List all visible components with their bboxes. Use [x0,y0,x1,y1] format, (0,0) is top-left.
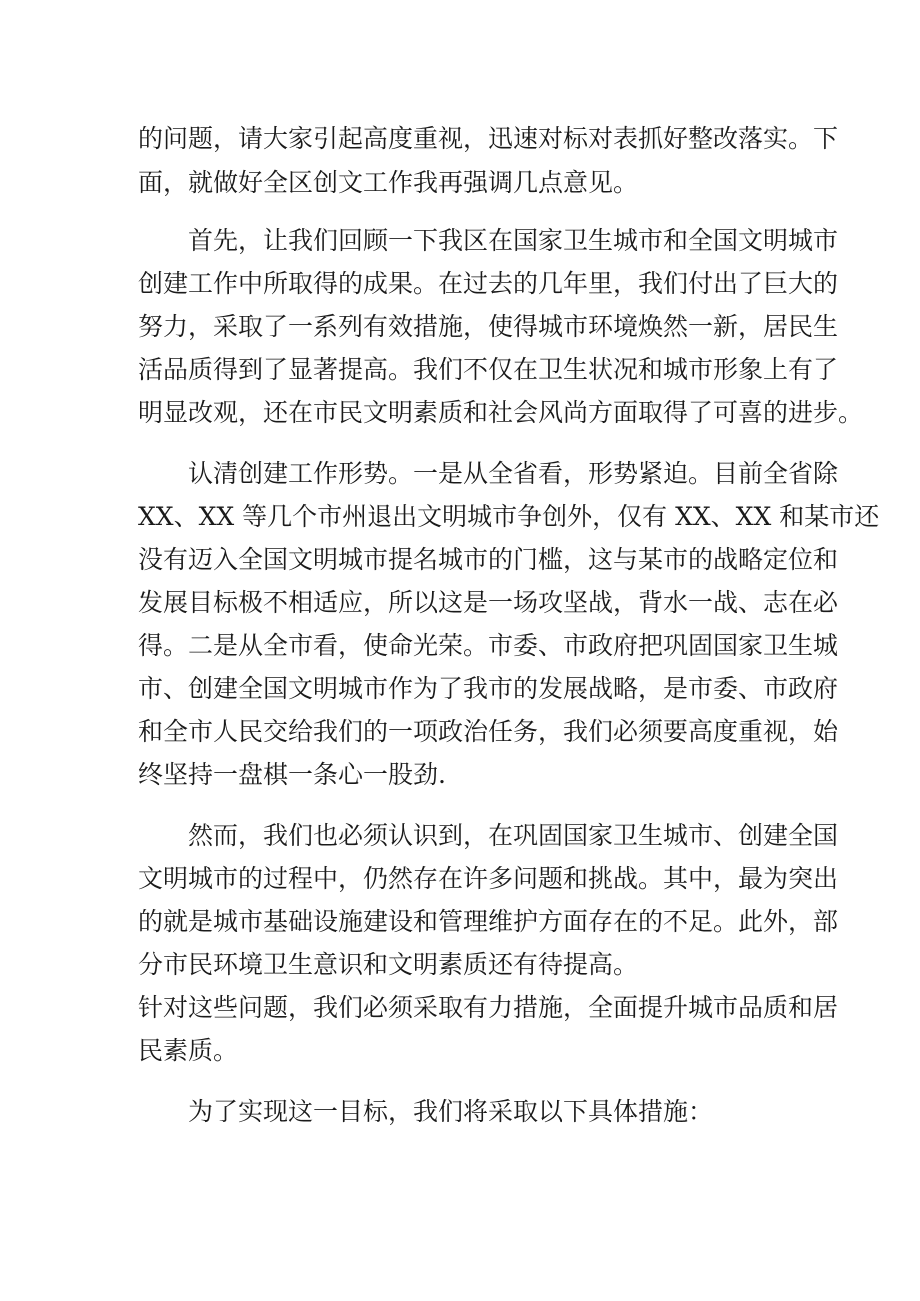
paragraph-1-line-4: 活品质得到了显著提高。我们不仅在卫生状况和城市形象上有了 [138,355,839,384]
paragraph-0-line-2: 面，就做好全区创文工作我再强调几点意见。 [138,168,639,197]
paragraph-2-line-6: 市、创建全国文明城市作为了我市的发展战略，是市委、市政府 [138,674,839,703]
paragraph-4-line-1: 针对这些问题，我们必须采取有力措施，全面提升城市品质和居 [138,993,839,1022]
paragraph-1-line-5: 明显改观，还在市民文明素质和社会风尚方面取得了可喜的进步。 [138,398,864,427]
paragraph-2-line-4: 发展目标极不相适应，所以这是一场攻坚战，背水一战、志在必 [138,588,839,617]
paragraph-1-line-3: 努力，采取了一系列有效措施，使得城市环境焕然一新，居民生 [138,312,839,341]
paragraph-5-line-1: 为了实现这一目标，我们将采取以下具体措施： [188,1097,714,1126]
paragraph-1-line-2: 创建工作中所取得的成果。在过去的几年里，我们付出了巨大的 [138,269,839,298]
paragraph-4-line-2: 民素质。 [138,1036,239,1065]
paragraph-3-line-4: 分市民环境卫生意识和文明素质还有待提高。 [138,950,639,979]
paragraph-3-line-2: 文明城市的过程中，仍然存在许多问题和挑战。其中，最为突出 [138,864,839,893]
paragraph-0-line-1: 的问题，请大家引起高度重视，迅速对标对表抓好整改落实。下 [138,124,839,153]
paragraph-2-line-8: 终坚持一盘棋一条心一股劲. [138,760,446,789]
paragraph-2-line-7: 和全市人民交给我们的一项政治任务，我们必须要高度重视，始 [138,717,839,746]
paragraph-2-line-2: XX、XX 等几个市州退出文明城市争创外，仅有 XX、XX 和某市还 [138,502,880,531]
paragraph-3-line-3: 的就是城市基础设施建设和管理维护方面存在的不足。此外，部 [138,907,839,936]
paragraph-3-line-1: 然而，我们也必须认识到，在巩固国家卫生城市、创建全国 [188,821,839,850]
paragraph-1-line-1: 首先，让我们回顾一下我区在国家卫生城市和全国文明城市 [188,226,839,255]
paragraph-2-line-3: 没有迈入全国文明城市提名城市的门槛，这与某市的战略定位和 [138,545,839,574]
paragraph-2-line-5: 得。二是从全市看，使命光荣。市委、市政府把巩固国家卫生城 [138,631,839,660]
paragraph-2-line-1: 认清创建工作形势。一是从全省看，形势紧迫。目前全省除 [188,459,839,488]
